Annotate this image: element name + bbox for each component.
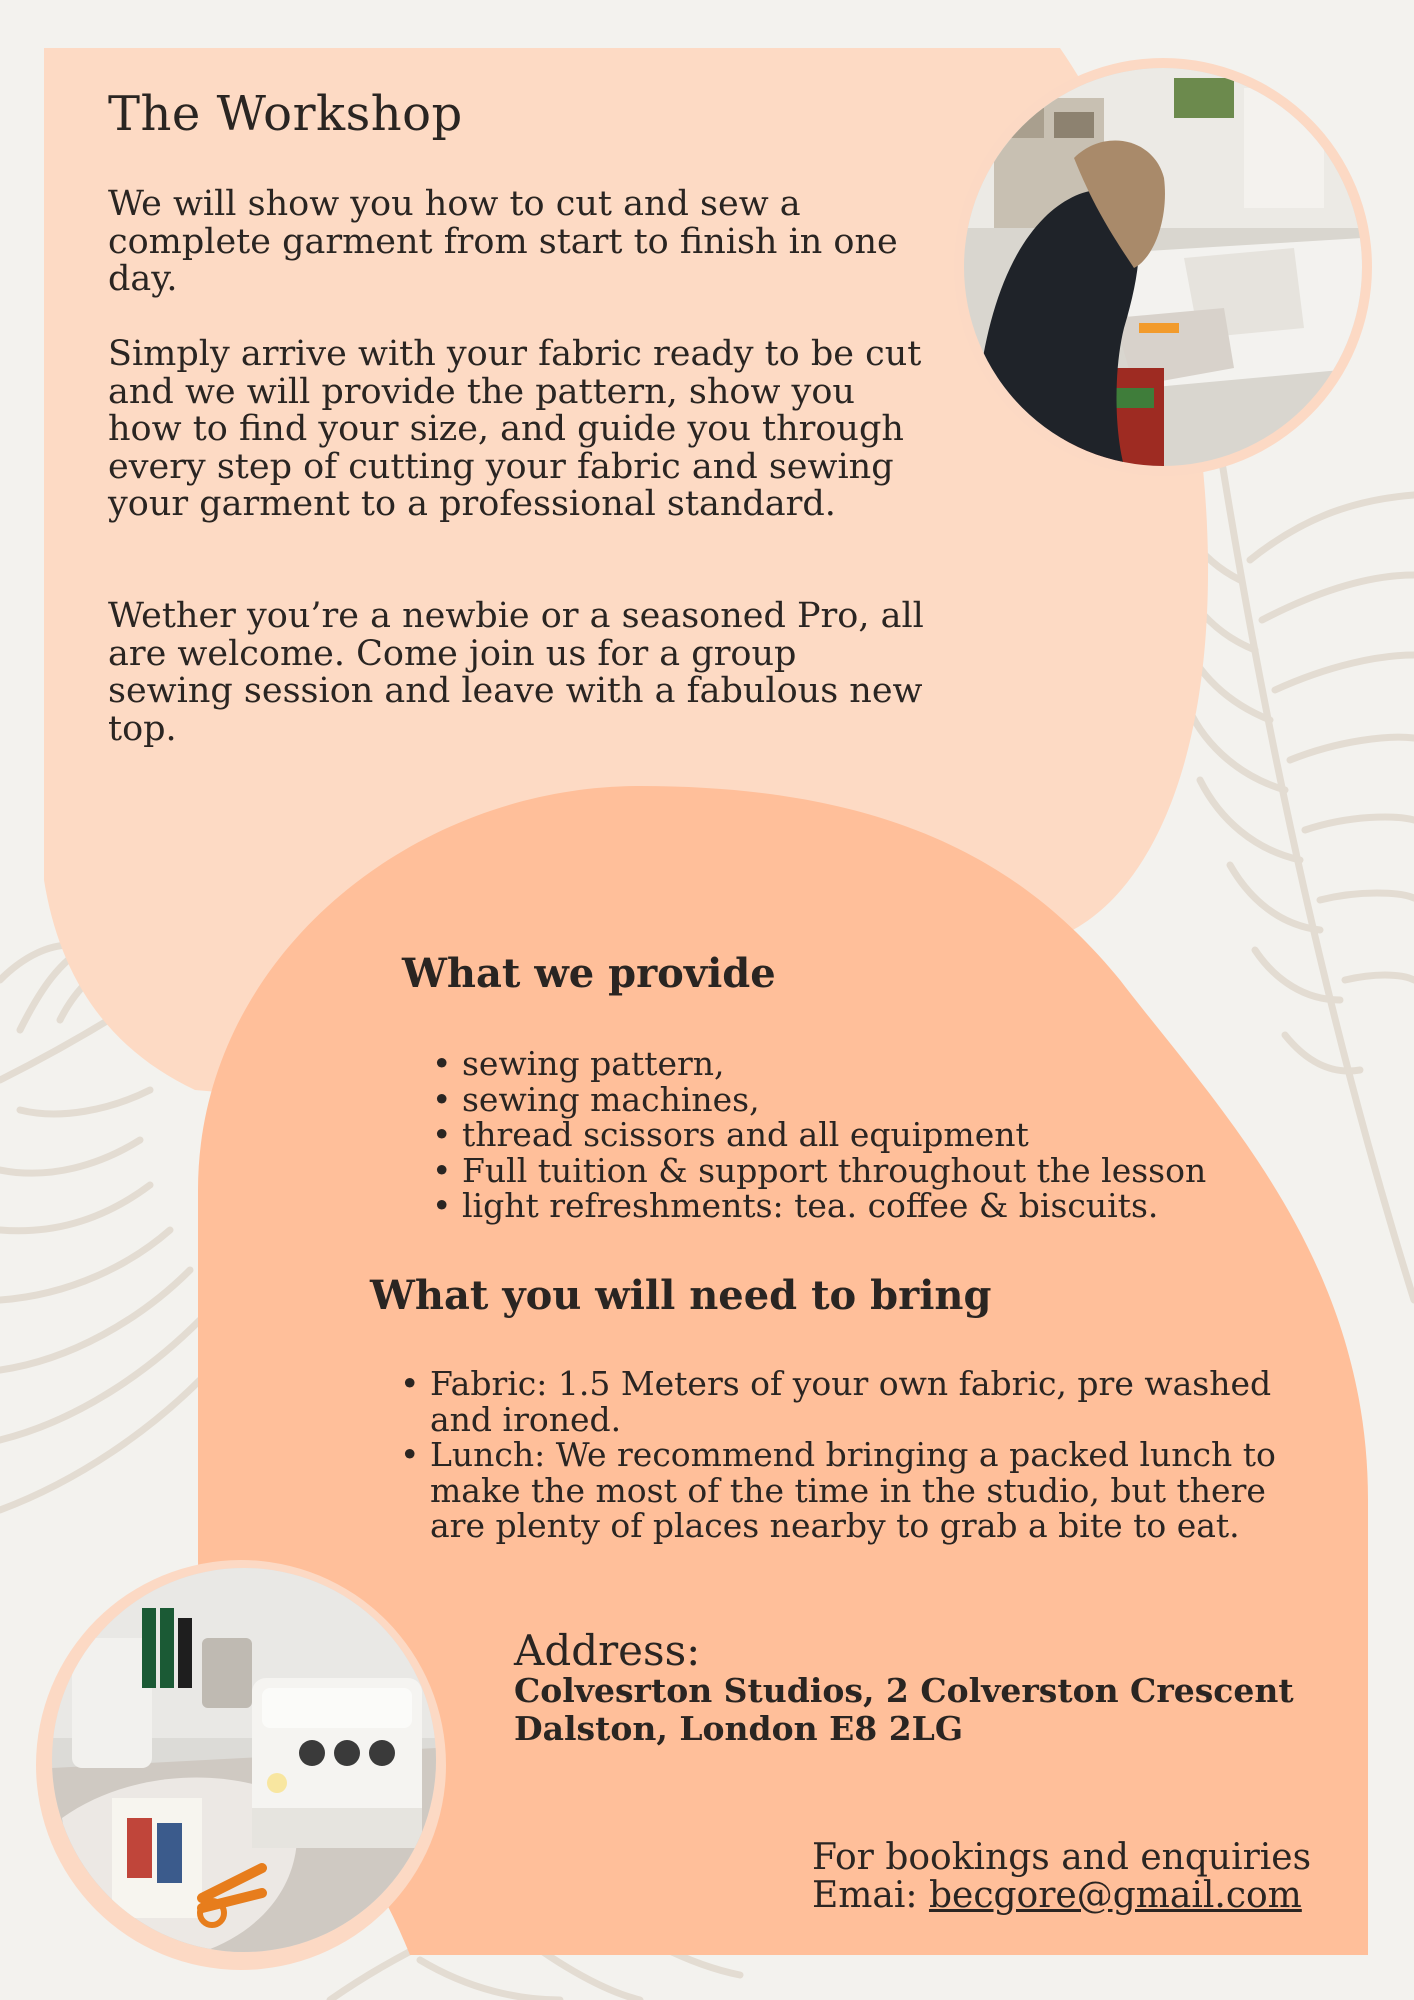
list-item [432, 1188, 1292, 1224]
bring-heading: What you will need to bring [370, 1272, 992, 1319]
provide-item-text: sewing pattern, [462, 1044, 725, 1083]
email-link[interactable]: becgore@gmail.com [928, 1875, 1302, 1916]
list-item [432, 1117, 1292, 1153]
workshop-photo-sewing-machines [52, 1568, 436, 1952]
list-item [400, 1437, 1330, 1544]
list-item [400, 1366, 1330, 1437]
provide-item-text: sewing machines, [462, 1079, 760, 1119]
list-item [432, 1046, 1292, 1082]
bring-item-text: Fabric: 1.5 Meters of your own fabric, pre washed and ironed. [430, 1364, 1272, 1439]
bring-list [400, 1366, 1330, 1544]
list-item [432, 1079, 1292, 1119]
workshop-paragraph-welcome: Wether you’re a newbie or a seasoned Pro, all are welcome. Come join us for a group sewing session and leave with a fabulous new top. [108, 596, 924, 749]
bullet-icon: • [432, 1150, 452, 1190]
provide-item-text: thread scissors and all equipment [462, 1115, 1029, 1154]
address-line-1: Colvesrton Studios, 2 Colverston Crescent [514, 1671, 1294, 1710]
provide-item-text: Full tuition & support throughout the lesson [462, 1150, 1207, 1190]
bullet-icon: • [432, 1044, 452, 1083]
bullet-icon: • [432, 1115, 452, 1154]
provide-list [432, 1046, 1292, 1224]
workshop-title: The Workshop [108, 86, 463, 142]
bullet-icon: • [432, 1186, 452, 1225]
bring-item-text: Lunch: We recommend bringing a packed lunch to make the most of the time in the studio, but there are plenty of places nearby to grab a bite to eat. [430, 1435, 1276, 1545]
list-item [432, 1150, 1292, 1190]
workshop-paragraph-intro: We will show you how to cut and sew a complete garment from start to finish in one day. [108, 184, 898, 299]
provide-item-text: light refreshments: tea. coffee & biscuits. [462, 1186, 1159, 1225]
bookings-text: For bookings and enquiries [812, 1837, 1312, 1878]
provide-heading: What we provide [402, 950, 776, 997]
address-line-2: Dalston, London E8 2LG [514, 1709, 964, 1748]
workshop-photo-cutting-fabric [964, 68, 1362, 466]
bullet-icon: • [432, 1079, 452, 1119]
bullet-icon: • [400, 1435, 420, 1474]
workshop-paragraph-details: Simply arrive with your fabric ready to be cut and we will provide the pattern, show you how to find your size, and guide you through every step of cutting your fabric and sewing your garment to a professional standard. [108, 334, 922, 524]
bullet-icon: • [400, 1364, 420, 1403]
address-heading: Address: [514, 1626, 701, 1675]
email-line [812, 1876, 1302, 1916]
email-label: Emai: [812, 1875, 929, 1916]
